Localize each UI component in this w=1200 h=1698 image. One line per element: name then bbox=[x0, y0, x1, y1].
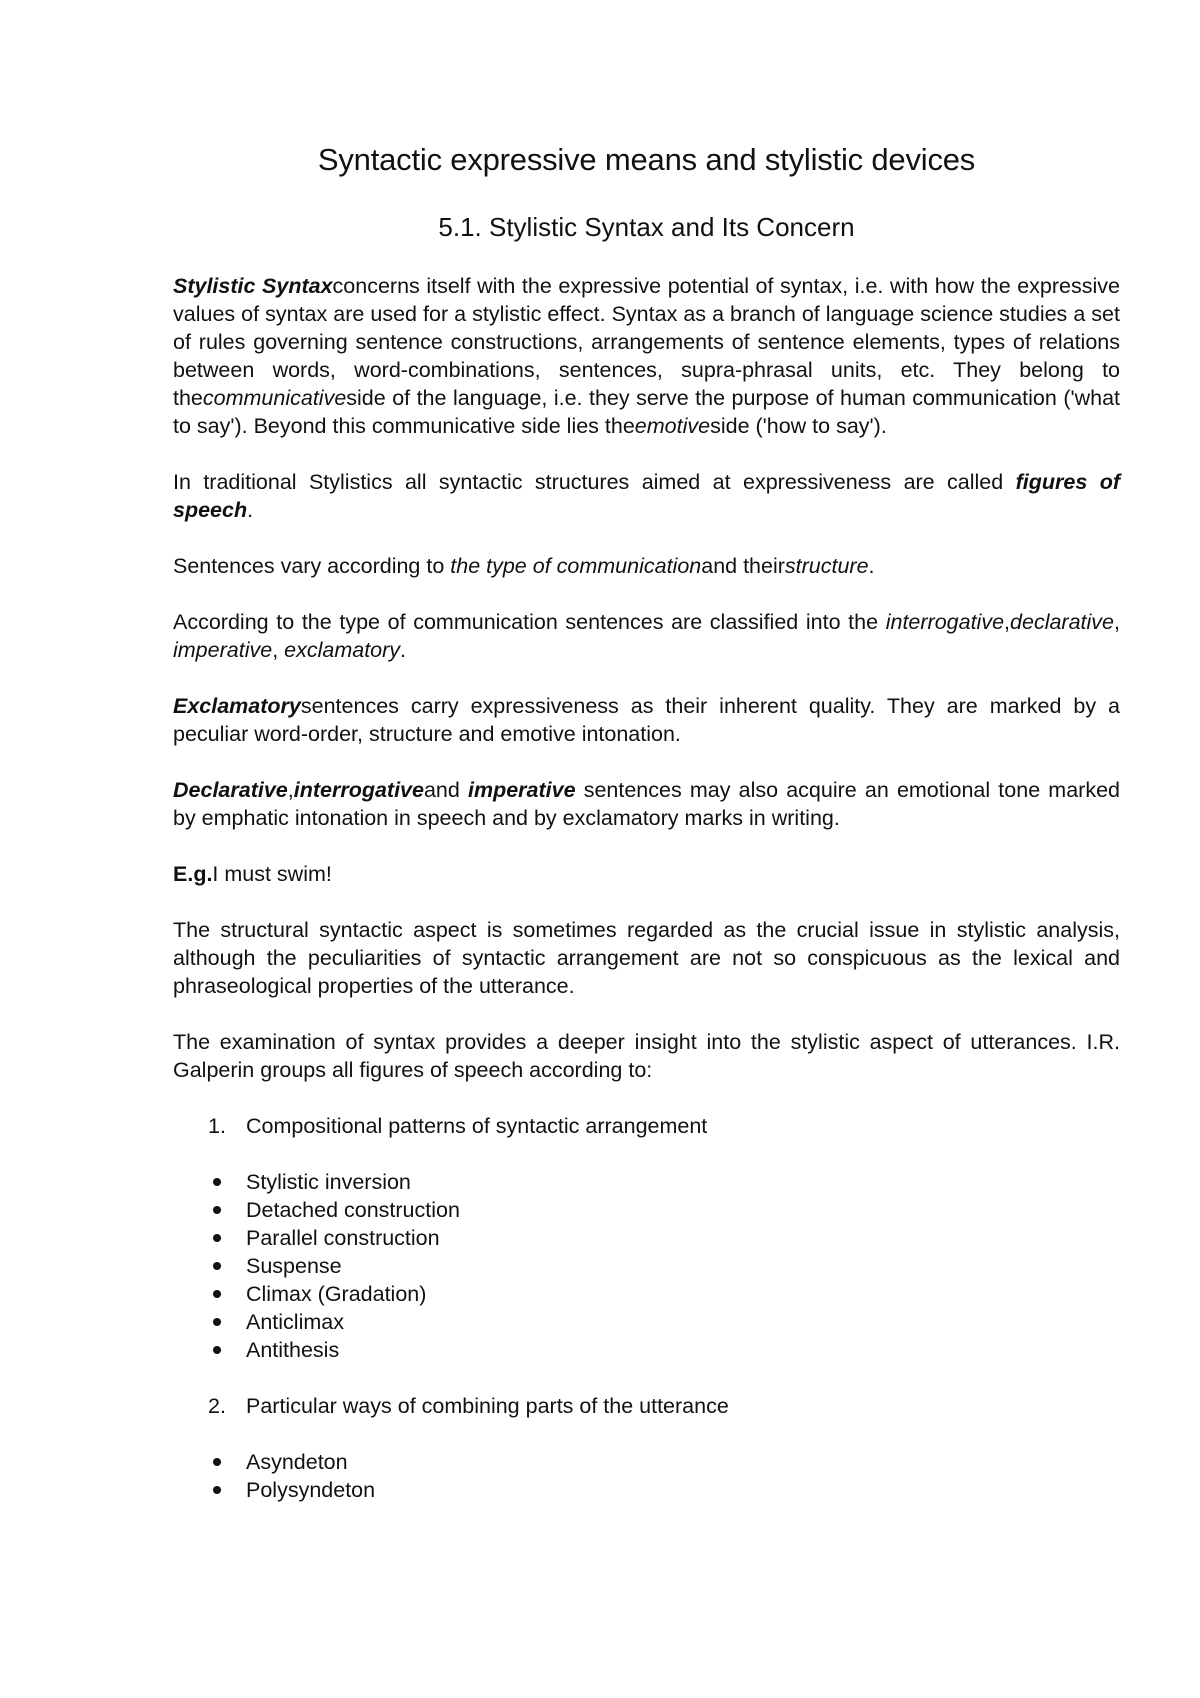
bullet-icon bbox=[213, 1290, 221, 1298]
paragraph-declarative: Declarative,interrogativeand imperative sentences may also acquire an emotional tone marked by emphatic intonation in speech and by exclamatory marks in writing. bbox=[173, 778, 1120, 830]
term-figures-of-speech: figures of speech bbox=[173, 470, 1120, 522]
numbered-item-1: 1. Compositional patterns of syntactic arrangement bbox=[208, 1114, 708, 1138]
list-item: Climax (Gradation) bbox=[173, 1280, 1120, 1308]
bullet-list-compositional bbox=[173, 1168, 1120, 1364]
paragraph-exclamatory: Exclamatorysentences carry expressiveness as their inherent quality. They are marked by a peculiar word-order, structure and emotive intonation. bbox=[173, 694, 1120, 746]
bullet-list-combining bbox=[173, 1448, 1120, 1504]
document-page bbox=[173, 140, 1120, 1532]
bullet-icon bbox=[213, 1318, 221, 1326]
page-title: Syntactic expressive means and stylistic devices bbox=[317, 142, 976, 177]
example-text: I must swim! bbox=[212, 862, 332, 886]
term-stylistic-syntax: Stylistic Syntax bbox=[173, 274, 333, 298]
list-item: Asyndeton bbox=[173, 1448, 1120, 1476]
paragraph-communication-types: According to the type of communication sentences are classified into the interrogative,declarative, imperative, exclamatory. bbox=[173, 610, 1120, 662]
bullet-icon bbox=[213, 1486, 221, 1494]
list-item: Stylistic inversion bbox=[173, 1168, 1120, 1196]
bullet-icon bbox=[213, 1458, 221, 1466]
paragraph-examination: The examination of syntax provides a deeper insight into the stylistic aspect of utterances. I.R. Galperin groups all figures of speech according to: bbox=[173, 1030, 1120, 1082]
list-item: Detached construction bbox=[173, 1196, 1120, 1224]
paragraph-figures-of-speech: In traditional Stylistics all syntactic structures aimed at expressiveness are called figures of speech. bbox=[173, 470, 1120, 522]
paragraph-sentences-vary: Sentences vary according to the type of communicationand theirstructure. bbox=[173, 554, 875, 578]
list-item: Antithesis bbox=[173, 1336, 1120, 1364]
list-item: Anticlimax bbox=[173, 1308, 1120, 1336]
bullet-icon bbox=[213, 1206, 221, 1214]
numbered-item-2: 2. Particular ways of combining parts of the utterance bbox=[208, 1394, 729, 1418]
bullet-icon bbox=[213, 1178, 221, 1186]
paragraph-stylistic-syntax: Stylistic Syntaxconcerns itself with the expressive potential of syntax, i.e. with how the expressive values of syntax are used for a stylistic effect. Syntax as a branch of language science studies a set of rules governing sentence constructions, arrangements of sentence elements, types of relations between words, word-combinations, sentences, supra-phrasal units, etc. They belong to thecommunicativeside of the language, i.e. they serve the purpose of human communication ('what to say'). Beyond this communicative side lies theemotiveside ('how to say'). bbox=[173, 274, 1120, 438]
bullet-icon bbox=[213, 1346, 221, 1354]
list-item: Suspense bbox=[173, 1252, 1120, 1280]
paragraph-structural-aspect: The structural syntactic aspect is sometimes regarded as the crucial issue in stylistic analysis, although the peculiarities of syntactic arrangement are not so conspicuous as the lexical and phraseological properties of the utterance. bbox=[173, 918, 1120, 998]
term-exclamatory: Exclamatory bbox=[173, 694, 301, 718]
example-label: E.g. bbox=[173, 862, 213, 886]
list-item: Polysyndeton bbox=[173, 1476, 1120, 1504]
list-item: Parallel construction bbox=[173, 1224, 1120, 1252]
section-title: 5.1. Stylistic Syntax and Its Concern bbox=[438, 212, 855, 242]
bullet-icon bbox=[213, 1262, 221, 1270]
bullet-icon bbox=[213, 1234, 221, 1242]
paragraph-example bbox=[173, 860, 1120, 888]
